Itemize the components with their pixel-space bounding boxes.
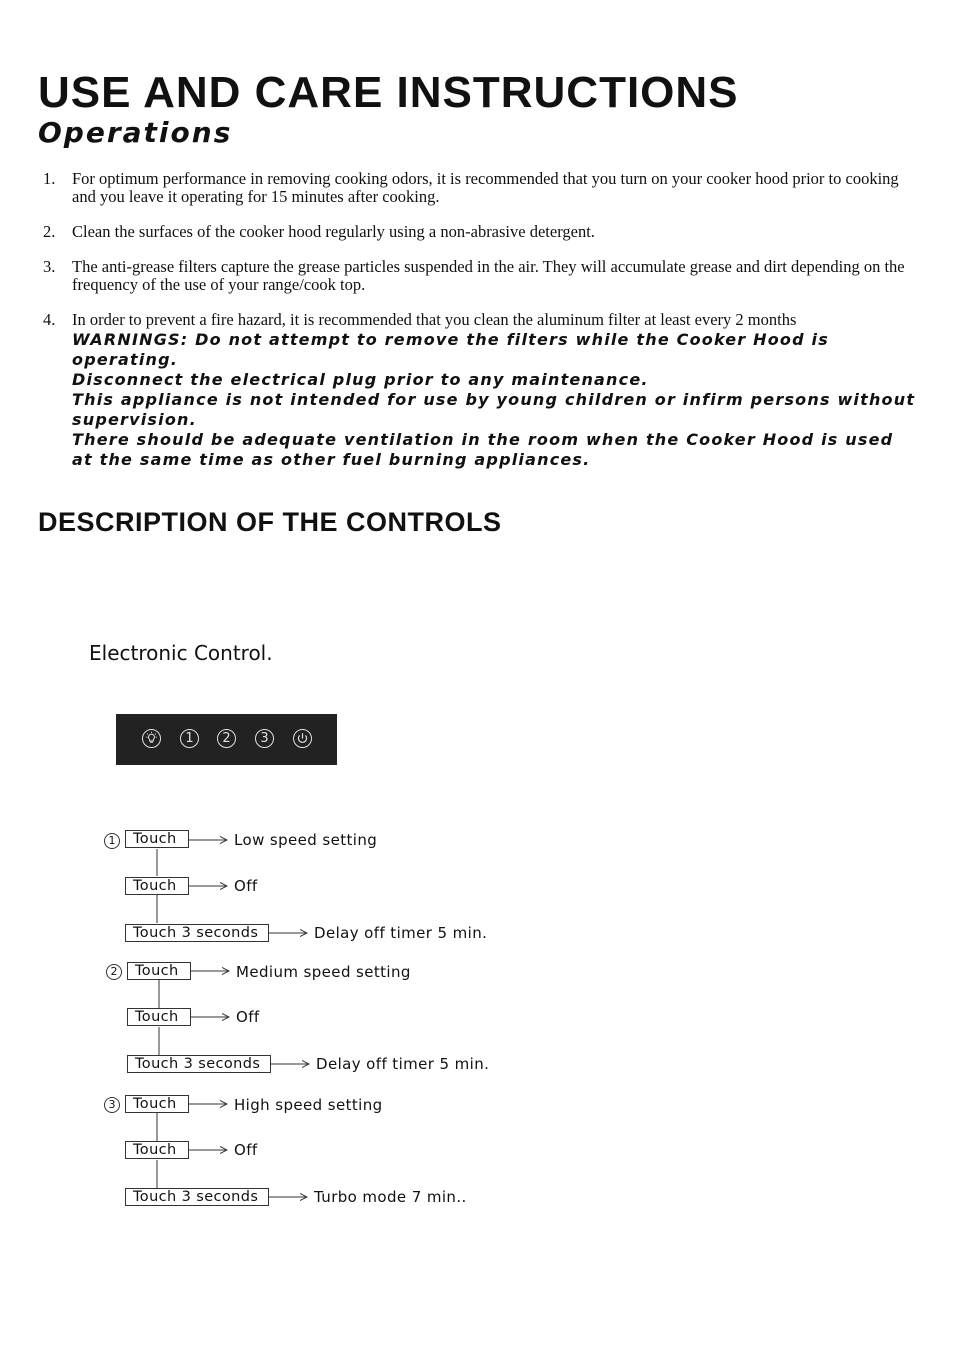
speed-1-marker: 1 [104,833,120,849]
result-label: Off [234,877,258,895]
result-label: Delay off timer 5 min. [316,1055,490,1073]
list-item-text: Clean the surfaces of the cooker hood regularly using a non-abrasive detergent. [72,222,595,241]
touch-box: Touch [127,962,191,980]
list-item-number: 3. [43,257,56,276]
speed-2-marker: 2 [106,964,122,980]
warning-text: Disconnect the electrical plug prior to any maintenance. [72,370,649,389]
touch-box: Touch [125,1141,189,1159]
result-label: Low speed setting [234,831,378,849]
page-title: USE AND CARE INSTRUCTIONS [38,68,739,117]
result-label: Turbo mode 7 min.. [314,1188,467,1206]
speed-2-icon: 2 [217,729,236,748]
touch-box: Touch [125,877,189,895]
touch-3-seconds-box: Touch 3 seconds [125,1188,269,1206]
warning-text: This appliance is not intended for use by young children or infirm persons without supervision. [72,390,916,429]
list-item-number: 1. [43,169,56,188]
list-item-text: In order to prevent a fire hazard, it is recommended that you clean the aluminum filter at least every 2 months [72,310,797,329]
electronic-control-label: Electronic Control. [89,641,273,665]
touch-3-seconds-box: Touch 3 seconds [127,1055,271,1073]
result-label: Off [234,1141,258,1159]
result-label: Off [236,1008,260,1026]
controls-heading: DESCRIPTION OF THE CONTROLS [38,507,502,537]
list-item-text: For optimum performance in removing cooking odors, it is recommended that you turn on your cooker hood prior to cooking and you leave it operating for 15 minutes after cooking. [72,169,899,206]
speed-3-marker: 3 [104,1097,120,1113]
touch-box: Touch [125,830,189,848]
touch-box: Touch [127,1008,191,1026]
result-label: High speed setting [234,1096,383,1114]
list-item-number: 4. [43,310,56,329]
list-item-number: 2. [43,222,56,241]
result-label: Delay off timer 5 min. [314,924,488,942]
speed-3-icon: 3 [255,729,274,748]
warning-text: WARNINGS: Do not attempt to remove the filters while the Cooker Hood is operating. [72,330,829,369]
warning-text: There should be adequate ventilation in the room when the Cooker Hood is used at the same time as other fuel burning appliances. [72,430,894,469]
speed-1-icon: 1 [180,729,199,748]
list-item-text: The anti-grease filters capture the grease particles suspended in the air. They will accumulate grease and dirt depending on the frequency of the use of your range/cook top. [72,257,905,294]
touch-3-seconds-box: Touch 3 seconds [125,924,269,942]
touch-box: Touch [125,1095,189,1113]
result-label: Medium speed setting [236,963,411,981]
section-subtitle-operations: Operations [38,116,233,149]
